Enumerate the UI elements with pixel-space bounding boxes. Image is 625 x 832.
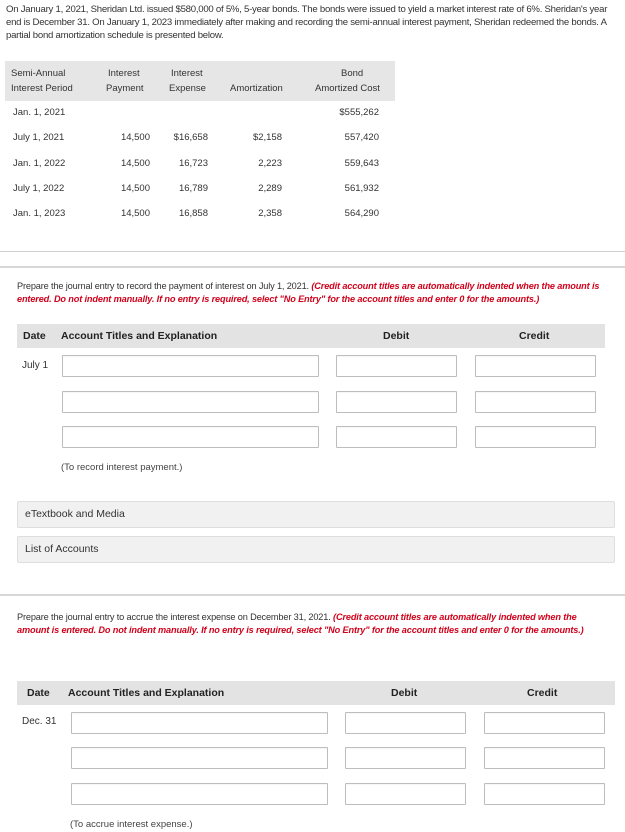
part2-credit-input-1[interactable] — [484, 712, 605, 734]
cell-period: Jan. 1, 2022 — [13, 158, 66, 169]
header-expense-2: Expense — [169, 83, 206, 94]
cell-expense: $16,658 — [173, 132, 208, 143]
part1-prompt — [17, 280, 612, 306]
part1-entry-note: (To record interest payment.) — [61, 462, 183, 473]
header-period-1: Semi-Annual — [11, 68, 66, 79]
cell-payment: 14,500 — [120, 158, 150, 169]
part2-debit-input-3[interactable] — [345, 783, 466, 805]
part1-debit-input-2[interactable] — [336, 391, 457, 413]
part2-prompt-text: Prepare the journal entry to accrue the interest expense on December 31, 2021. — [17, 612, 331, 622]
header-payment-2: Payment — [106, 83, 144, 94]
part2-credit-input-2[interactable] — [484, 747, 605, 769]
problem-intro: On January 1, 2021, Sheridan Ltd. issued $580,000 of 5%, 5-year bonds. The bonds were issued to yield a market interest rate of 6%. Sheridan's year end is December 31. On January 1, 2023 immediately after making and recording the semi-annual interest payment, Sheridan redeemed the bonds. A partial bond amortization schedule is presented below. — [6, 4, 608, 41]
part1-credit-input-1[interactable] — [475, 355, 596, 377]
header-amortization: Amortization — [230, 83, 283, 94]
header-credit: Credit — [519, 330, 550, 342]
header-period-2: Interest Period — [11, 83, 73, 94]
part1-debit-input-1[interactable] — [336, 355, 457, 377]
header-bond-1: Bond — [341, 68, 364, 79]
part2-date: Dec. 31 — [22, 716, 57, 727]
cell-period: July 1, 2021 — [13, 132, 65, 143]
part1-debit-input-3[interactable] — [336, 426, 457, 448]
cell-bond-cost: 561,932 — [344, 183, 379, 194]
cell-payment: 14,500 — [120, 208, 150, 219]
header-debit: Debit — [391, 687, 418, 699]
cell-period: July 1, 2022 — [13, 183, 65, 194]
cell-expense: 16,723 — [178, 158, 208, 169]
table-row — [0, 131, 400, 145]
section-divider — [0, 251, 625, 252]
header-debit: Debit — [383, 330, 410, 342]
part2-debit-input-1[interactable] — [345, 712, 466, 734]
cell-bond-cost: 557,420 — [344, 132, 379, 143]
part2-entry-note: (To accrue interest expense.) — [70, 819, 193, 830]
header-account-titles: Account Titles and Explanation — [68, 687, 225, 699]
part2-account-input-2[interactable] — [71, 747, 328, 769]
part1-credit-input-2[interactable] — [475, 391, 596, 413]
table-row — [0, 157, 400, 171]
cell-amortization: 2,358 — [258, 208, 282, 219]
etextbook-media-link[interactable]: eTextbook and Media — [17, 501, 615, 528]
cell-period: Jan. 1, 2023 — [13, 208, 66, 219]
part1-account-input-1[interactable] — [62, 355, 319, 377]
part2-account-input-1[interactable] — [71, 712, 328, 734]
part1-account-input-2[interactable] — [62, 391, 319, 413]
header-credit: Credit — [527, 687, 558, 699]
header-date: Date — [27, 687, 50, 699]
cell-payment: 14,500 — [120, 183, 150, 194]
part1-instruction: (Credit account titles are automatically indented when the amount is entered. Do not indent manually. If no entry is required, select "No Entry" for the account titles and enter 0 for the amounts.) — [17, 281, 600, 304]
header-bond-2: Amortized Cost — [315, 83, 380, 94]
cell-expense: 16,858 — [178, 208, 208, 219]
cell-amortization: 2,289 — [258, 183, 282, 194]
cell-amortization: 2,223 — [258, 158, 282, 169]
section-divider — [0, 594, 625, 596]
table-row — [0, 207, 400, 221]
list-of-accounts-link[interactable]: List of Accounts — [17, 536, 615, 563]
cell-payment: 14,500 — [120, 132, 150, 143]
cell-bond-cost: $555,262 — [339, 107, 379, 118]
header-payment-1: Interest — [108, 68, 140, 79]
cell-bond-cost: 559,643 — [344, 158, 379, 169]
header-account-titles: Account Titles and Explanation — [61, 330, 218, 342]
part2-prompt — [17, 611, 607, 637]
header-date: Date — [23, 330, 46, 342]
table-row — [0, 182, 400, 196]
cell-expense: 16,789 — [178, 183, 208, 194]
part1-date: July 1 — [22, 360, 49, 371]
cell-period: Jan. 1, 2021 — [13, 107, 66, 118]
header-expense-1: Interest — [171, 68, 203, 79]
part1-credit-input-3[interactable] — [475, 426, 596, 448]
part2-account-input-3[interactable] — [71, 783, 328, 805]
cell-bond-cost: 564,290 — [344, 208, 379, 219]
cell-amortization: $2,158 — [252, 132, 282, 143]
schedule-header — [5, 61, 395, 101]
part2-instruction: (Credit account titles are automatically indented when the amount is entered. Do not indent manually. If no entry is required, select "No Entry" for the account titles and enter 0 for the amounts.) — [17, 612, 584, 635]
part1-journal-header — [17, 324, 605, 348]
part2-debit-input-2[interactable] — [345, 747, 466, 769]
part2-credit-input-3[interactable] — [484, 783, 605, 805]
part1-account-input-3[interactable] — [62, 426, 319, 448]
section-divider — [0, 266, 625, 268]
part1-prompt-text: Prepare the journal entry to record the payment of interest on July 1, 2021. — [17, 281, 309, 291]
table-row — [0, 106, 400, 120]
part2-journal-header — [17, 681, 615, 705]
